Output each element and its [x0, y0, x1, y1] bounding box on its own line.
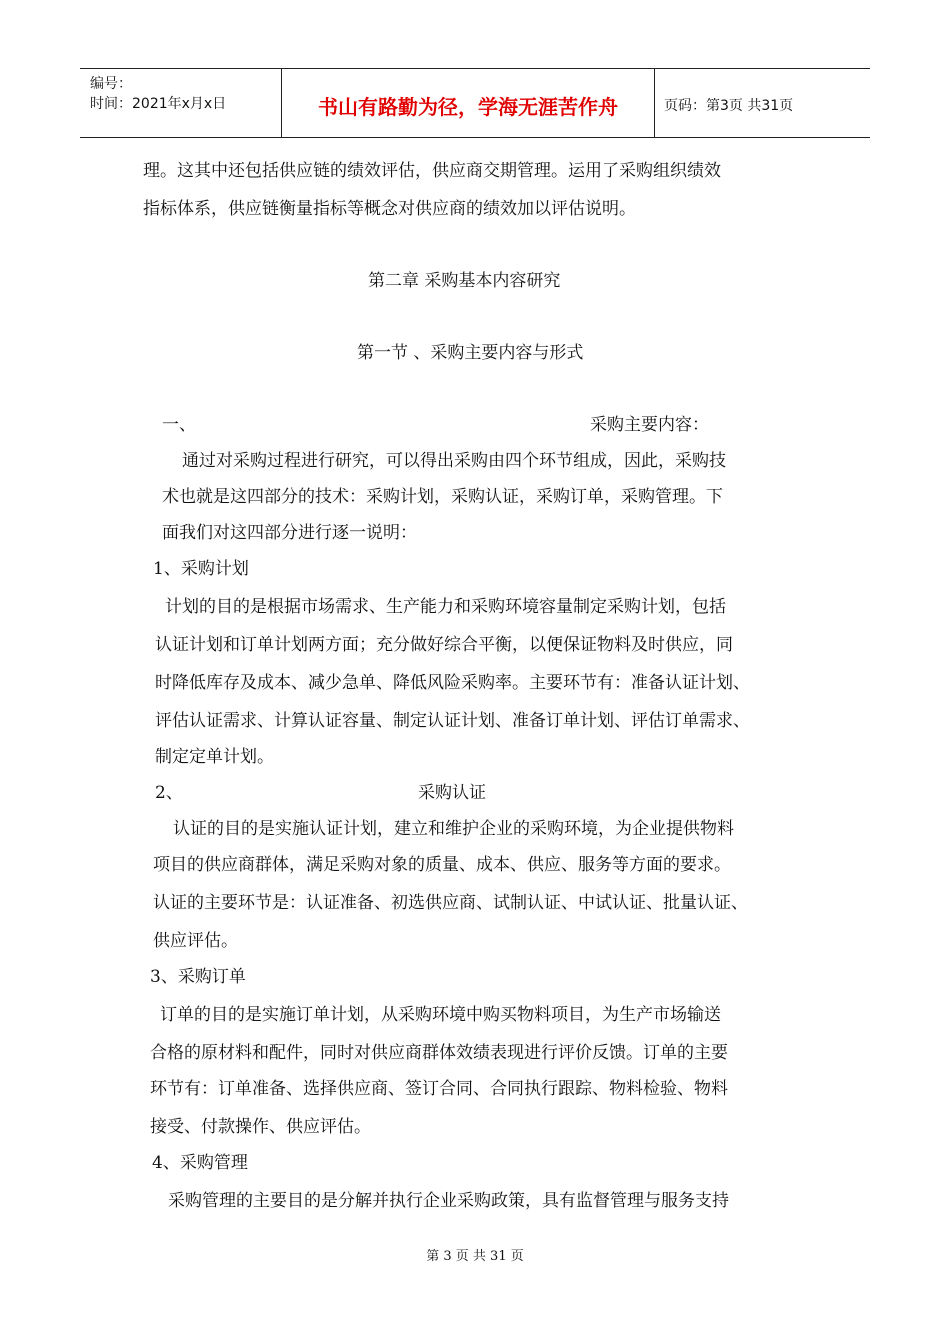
item-heading-title: 采购认证 [418, 783, 486, 803]
item-heading: 1、采购计划 [153, 559, 249, 579]
subsection-title: 采购主要内容： [590, 415, 709, 435]
paragraph-line: 计划的目的是根据市场需求、生产能力和采购环境容量制定采购计划，包括 [165, 597, 726, 617]
paragraph-line: 指标体系，供应链衡量指标等概念对供应商的绩效加以评估说明。 [143, 199, 636, 219]
header-motto: 书山有路勤为径，学海无涯苦作舟 [318, 95, 618, 119]
paragraph-line: 通过对采购过程进行研究，可以得出采购由四个环节组成，因此，采购技 [182, 451, 726, 471]
page-footer: 第 3 页 共 31 页 [426, 1249, 524, 1264]
paragraph-line: 合格的原材料和配件，同时对供应商群体效绩表现进行评价反馈。订单的主要 [150, 1043, 728, 1063]
chapter-title: 第二章 采购基本内容研究 [368, 271, 561, 291]
doc-date-label: 时间：2021年x月x日 [90, 96, 227, 112]
paragraph-line: 制定定单计划。 [155, 747, 274, 767]
paragraph-line: 项目的供应商群体，满足采购对象的质量、成本、供应、服务等方面的要求。 [153, 855, 731, 875]
page-header [80, 68, 870, 138]
paragraph-line: 采购管理的主要目的是分解并执行企业采购政策，具有监督管理与服务支持 [168, 1191, 729, 1211]
paragraph-line: 供应评估。 [153, 931, 238, 951]
paragraph-line: 评估认证需求、计算认证容量、制定认证计划、准备订单计划、评估订单需求、 [155, 711, 750, 731]
header-page-label: 页码：第3页 共31页 [664, 98, 794, 114]
item-heading-number: 2、 [155, 783, 183, 803]
header-motto-cell [282, 69, 655, 137]
item-heading: 4、采购管理 [152, 1153, 248, 1173]
item-heading: 3、采购订单 [150, 967, 246, 987]
paragraph-line: 术也就是这四部分的技术：采购计划，采购认证，采购订单，采购管理。下 [162, 487, 723, 507]
paragraph-line: 时降低库存及成本、减少急单、降低风险采购率。主要环节有：准备认证计划、 [155, 673, 750, 693]
paragraph-line: 认证的目的是实施认证计划，建立和维护企业的采购环境，为企业提供物料 [173, 819, 734, 839]
subsection-number: 一、 [162, 415, 196, 435]
header-page-cell [656, 69, 870, 137]
paragraph-line: 订单的目的是实施订单计划，从采购环境中购买物料项目，为生产市场输送 [160, 1005, 721, 1025]
paragraph-line: 环节有：订单准备、选择供应商、签订合同、合同执行跟踪、物料检验、物料 [150, 1079, 728, 1099]
paragraph-line: 认证计划和订单计划两方面；充分做好综合平衡，以便保证物料及时供应，同 [155, 635, 733, 655]
paragraph-line: 理。这其中还包括供应链的绩效评估，供应商交期管理。运用了采购组织绩效 [143, 161, 721, 181]
doc-number-label: 编号： [90, 76, 132, 92]
header-info-cell [80, 69, 282, 137]
paragraph-line: 认证的主要环节是：认证准备、初选供应商、试制认证、中试认证、批量认证、 [153, 893, 748, 913]
paragraph-line: 接受、付款操作、供应评估。 [150, 1117, 371, 1137]
section-title: 第一节 、采购主要内容与形式 [357, 343, 584, 363]
paragraph-line: 面我们对这四部分进行逐一说明： [162, 523, 417, 543]
